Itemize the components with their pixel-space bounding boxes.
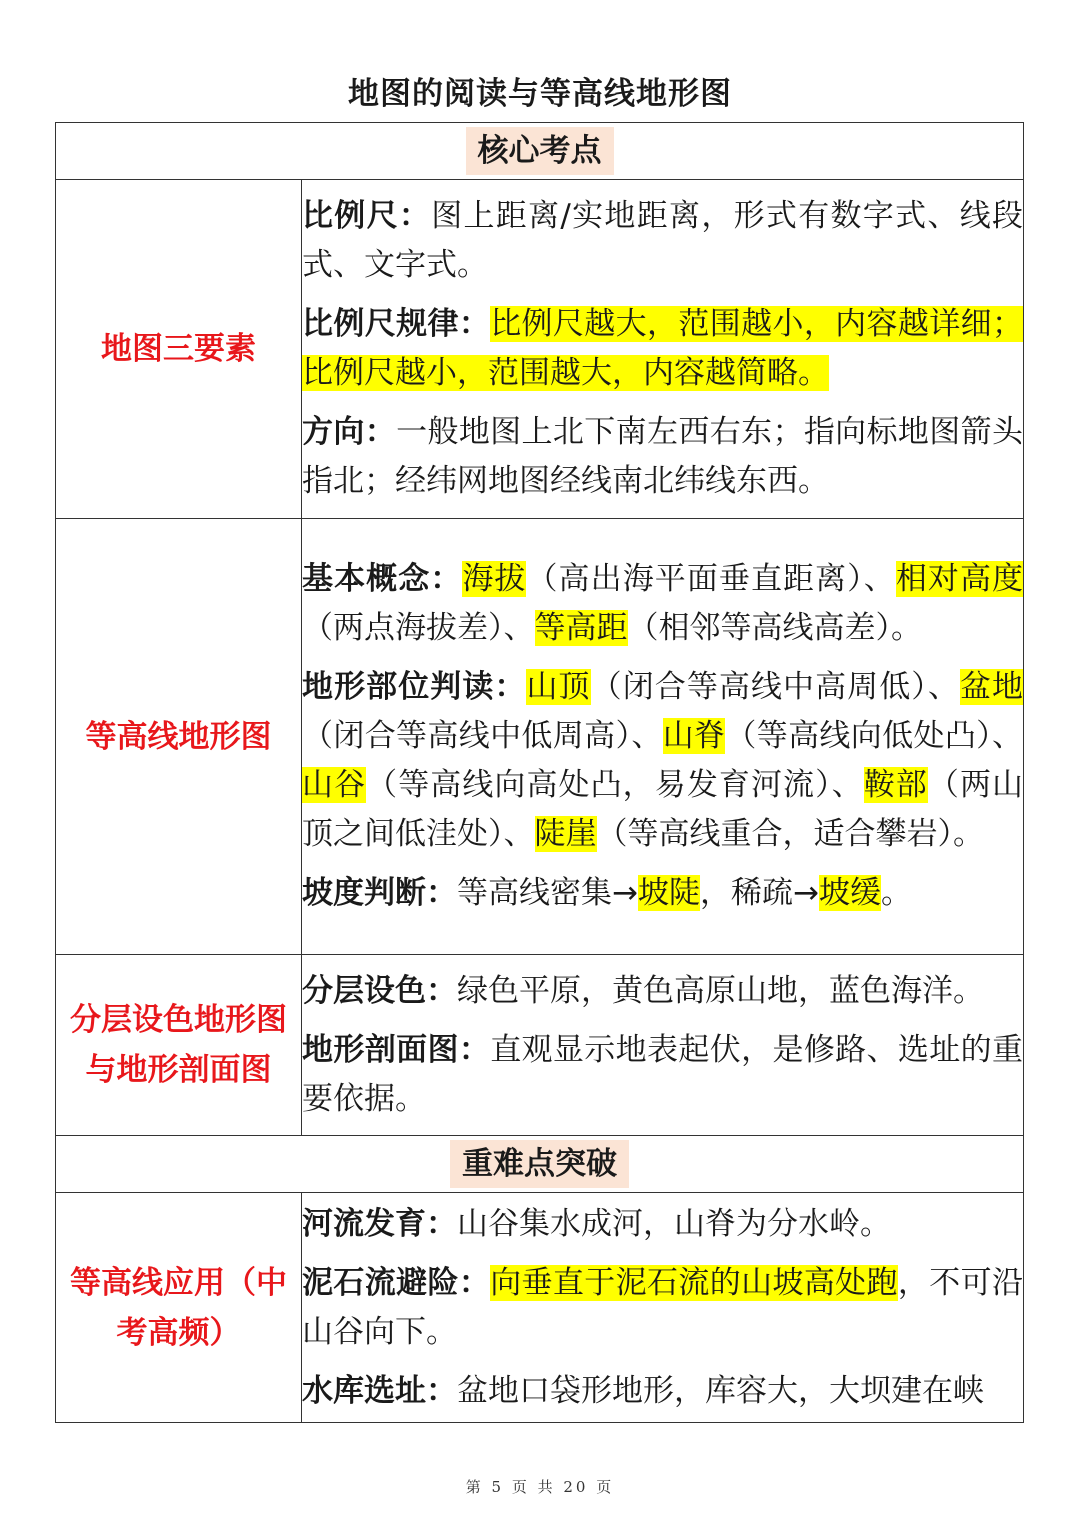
item-label: 基本概念： <box>302 561 463 597</box>
highlighted-text: 山脊 <box>662 718 726 754</box>
highlighted-text: 比例尺越大，范围越小，内容越详细；比例尺越小，范围越大，内容越简略。 <box>302 306 1024 391</box>
study-table <box>55 122 1024 1423</box>
item-label: 坡度判断： <box>302 875 457 911</box>
item-label: 比例尺： <box>302 198 432 234</box>
item-terrain-reading <box>302 663 1023 859</box>
item-label: 地形剖面图： <box>302 1031 491 1068</box>
highlighted-text: 山谷 <box>302 767 367 803</box>
body-text: （闭合等高线中低周高）、 <box>302 718 663 754</box>
highlighted-text: 海拔 <box>462 561 527 597</box>
topic-contour-application: 等高线应用（中考高频） <box>70 1264 287 1351</box>
body-text: （等高线重合，适合攀岩）。 <box>596 816 984 852</box>
body-text: ，稀疏→ <box>699 875 819 911</box>
item-label: 比例尺规律： <box>302 306 491 342</box>
highlighted-text: 山顶 <box>526 669 591 705</box>
content-cell <box>302 955 1024 1136</box>
item-label: 地形部位判读： <box>302 669 527 705</box>
highlighted-text: 陡崖 <box>534 816 597 852</box>
item-reservoir <box>302 1367 1023 1416</box>
body-text: 山谷集水成河，山脊为分水岭。 <box>457 1205 891 1242</box>
highlighted-text: 鞍部 <box>863 767 928 803</box>
body-text: 盆地口袋形地形，库容大，大坝建在峡 <box>457 1372 984 1409</box>
content-cell <box>302 1193 1024 1423</box>
body-text: （两点海拔差）、 <box>302 610 535 646</box>
body-text: （等高线向低处凸）、 <box>725 718 1024 754</box>
item-label: 河流发育： <box>302 1205 457 1242</box>
item-terrain-profile <box>302 1026 1023 1124</box>
body-text: （高出海平面垂直距离）、 <box>526 561 896 597</box>
body-text: （闭合等高线中高周低）、 <box>590 669 960 705</box>
highlighted-text: 盆地 <box>959 669 1024 705</box>
section-heading-core: 核心考点 <box>466 127 614 175</box>
table-row <box>56 955 1024 1136</box>
topic-map-elements: 地图三要素 <box>101 331 256 367</box>
highlighted-text: 坡缓 <box>818 875 881 911</box>
item-direction <box>302 408 1023 506</box>
body-text: 图上距离/实地距离，形式有数字式、线段式、文字式。 <box>302 198 1024 283</box>
body-text: （相邻等高线高差）。 <box>627 610 922 646</box>
topic-layered-color-map: 分层设色地形图与地形剖面图 <box>70 1002 287 1088</box>
content-cell <box>302 180 1024 519</box>
item-slope <box>302 869 1023 918</box>
section-heading-key-points: 重难点突破 <box>450 1140 629 1188</box>
body-text: （两山顶之间低洼处）、 <box>302 767 1024 852</box>
document-title: 地图的阅读与等高线地形图 <box>348 76 732 112</box>
item-label: 泥石流避险： <box>302 1264 491 1301</box>
body-text: 等高线密集→ <box>457 875 638 911</box>
table-row <box>56 180 1024 519</box>
item-layered-color <box>302 967 1023 1016</box>
table-row <box>56 1193 1024 1423</box>
body-text: 。 <box>880 875 912 911</box>
item-label: 方向： <box>302 414 397 450</box>
item-scale-rule <box>302 300 1023 398</box>
section-header-row <box>56 123 1024 180</box>
content-cell <box>302 519 1024 955</box>
section-header-row <box>56 1136 1024 1193</box>
item-debris-flow <box>302 1259 1023 1357</box>
body-text: 绿色平原，黄色高原山地，蓝色海洋。 <box>457 972 984 1009</box>
body-text: （等高线向高处凸，易发育河流）、 <box>366 767 864 803</box>
topic-contour-map: 等高线地形图 <box>85 718 272 755</box>
body-text: 一般地图上北下南左西右东；指向标地图箭头指北；经纬网地图经线南北纬线东西。 <box>302 414 1024 499</box>
table-row <box>56 519 1024 955</box>
item-river <box>302 1200 1023 1249</box>
page-footer: 第 5 页 共 20 页 <box>465 1478 615 1496</box>
item-label: 分层设色： <box>302 972 457 1009</box>
highlighted-text: 等高距 <box>534 610 628 646</box>
item-scale <box>302 192 1023 290</box>
highlighted-text: 相对高度 <box>895 561 1024 597</box>
body-text: ，不可沿山谷向下。 <box>302 1264 1024 1350</box>
item-basic-concepts <box>302 555 1023 653</box>
highlighted-text: 坡陡 <box>637 875 700 911</box>
body-text: 直观显示地表起伏，是修路、选址的重要依据。 <box>302 1031 1024 1117</box>
item-label: 水库选址： <box>302 1372 457 1409</box>
highlighted-text: 向垂直于泥石流的山坡高处跑 <box>490 1264 898 1301</box>
